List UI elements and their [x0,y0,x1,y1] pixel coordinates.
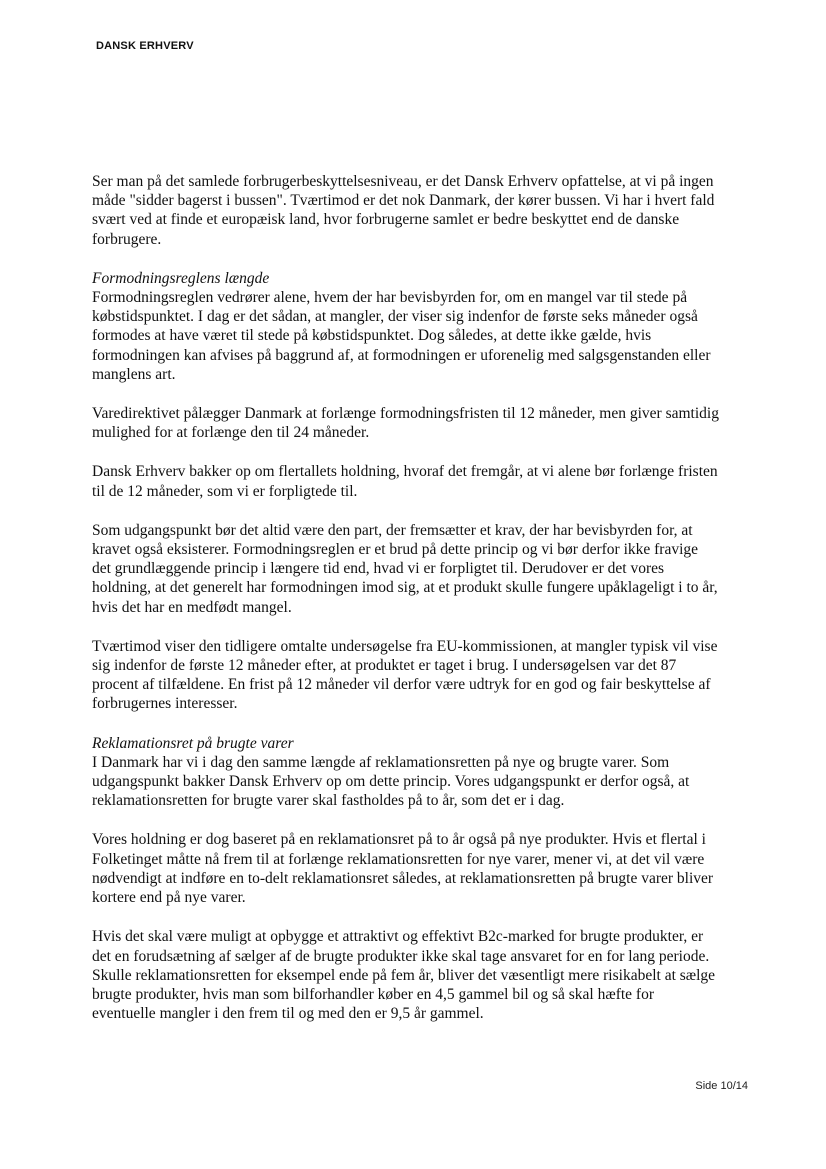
section-formodningsregel [92,269,720,384]
paragraph: Dansk Erhverv bakker op om flertallets holdning, hvoraf det fremgår, at vi alene bør forlænge fristen til de 12 måneder, som vi er forpligtede til. [92,463,718,500]
document-header: DANSK ERHVERV [96,40,194,52]
paragraph: Tværtimod viser den tidligere omtalte undersøgelse fra EU-kommissionen, at mangler typisk vil vise sig indenfor de første 12 måneder efter, at produktet er taget i brug. I undersøgelsen var det 87 procent af tilfældene. En frist på 12 måneder vil derfor være udtryk for en god og fair beskyttelse af forbrugernes interesser. [92,637,718,713]
page-number: Side 10/14 [695,1080,748,1092]
paragraph: Hvis det skal være muligt at opbygge et attraktivt og effektivt B2c-marked for brugte produkter, er det en forudsætning af sælger af de brugte produkter ikke skal tage ansvaret for en for lang periode. Skulle reklamationsretten for eksempel ende på fem år, bliver det væsentligt mere risikabelt at sælge brugte produkter, hvis man som bilforhandler køber en 4,5 gammel bil og så skal hæfte for eventuelle mangler i den frem til og med den er 9,5 år gammel. [92,928,716,1023]
document-body [92,172,720,1043]
section-intro-paragraph: I Danmark har vi i dag den samme længde af reklamationsretten på nye og brugte varer. Som udgangspunkt bakker Dansk Erhverv op om dette princip. Vores udgangspunkt er derfor også, at reklamationsretten for brugte varer skal fastholdes på to år, som det er i dag. [92,753,690,810]
paragraph: Vores holdning er dog baseret på en reklamationsret på to år også på nye produkter. Hvis et flertal i Folketinget måtte nå frem til at forlænge reklamationsretten for nye varer, mener vi, at det vil være nødvendigt at indføre en to-delt reklamationsret således, at reklamationsretten på brugte varer bliver kortere end på nye varer. [92,831,714,907]
paragraph: Som udgangspunkt bør det altid være den part, der fremsætter et krav, der har bevisbyrden for, at kravet også eksisterer. Formodningsreglen er et brud på dette princip og vi bør derfor ikke fravige det grundlæggende princip i længere tid end, hvad vi er forpligtet til. Derudover er det vores holdning, at det generelt har formodningen imod sig, at et produkt skulle fungere upåklageligt i to år, hvis det har en medfødt mangel. [92,521,718,616]
section-heading: Reklamationsret på brugte varer [92,734,294,752]
paragraph: Varedirektivet pålægger Danmark at forlænge formodningsfristen til 12 måneder, men giver samtidig mulighed for at forlænge den til 24 måneder. [92,405,719,442]
section-intro-paragraph: Formodningsreglen vedrører alene, hvem der har bevisbyrden for, om en mangel var til stede på købstidspunktet. I dag er det sådan, at mangler, der viser sig indenfor de første seks måneder også formodes at have været til stede på købstidspunktet. Dog således, at dette ikke gælde, hvis formodningen kan afvises på baggrund af, at formodningen er uforenelig med salgsgenstanden eller manglens art. [92,289,711,383]
section-reklamationsret [92,734,720,811]
section-heading: Formodningsreglens længde [92,269,270,287]
intro-paragraph: Ser man på det samlede forbrugerbeskyttelsesniveau, er det Dansk Erhverv opfattelse, at vi på ingen måde "sidder bagerst i bussen". Tværtimod er det nok Danmark, der kører bussen. Vi har i hvert fald svært ved at finde et europæisk land, hvor forbrugerne samlet er bedre beskyttet end de danske forbrugere. [92,173,715,248]
